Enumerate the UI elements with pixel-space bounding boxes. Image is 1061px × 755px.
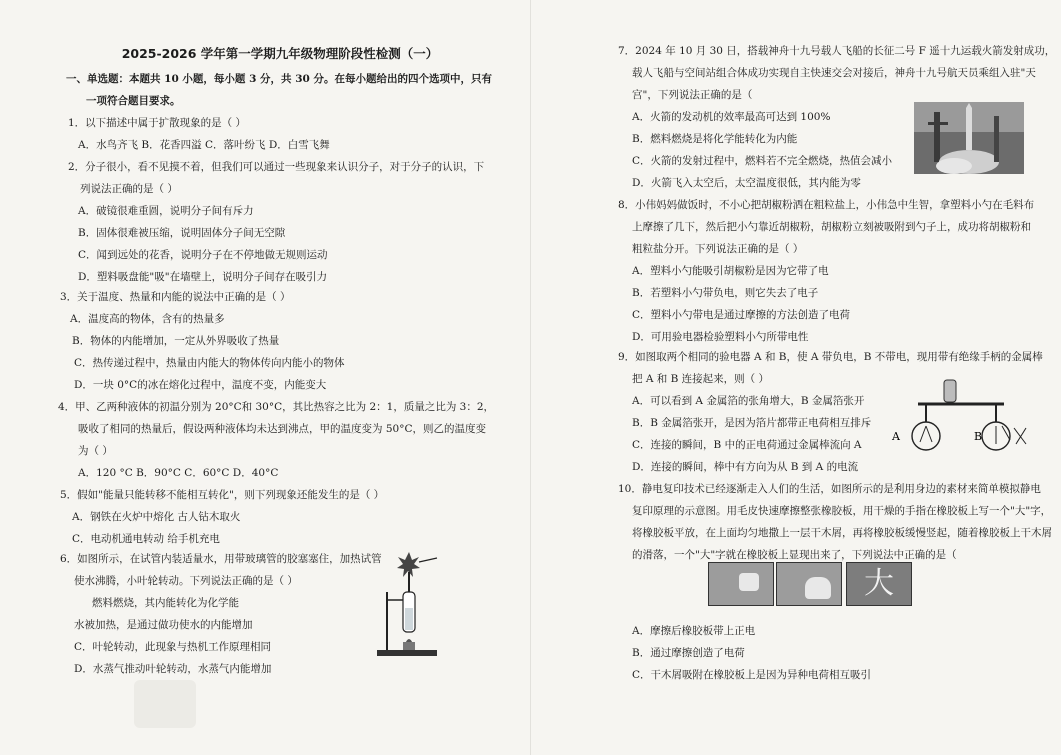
q6-option-a: 燃料燃烧，其内能转化为化学能 (92, 597, 239, 609)
q9-stem-cont: 把 A 和 B 连接起来，则（ ） (632, 373, 769, 385)
electroscope-a-label: A (892, 430, 900, 443)
q3-option-b: B．物体的内能增加，一定从外界吸收了热量 (72, 335, 280, 347)
rubber-panel-3 (846, 562, 912, 606)
q8-option-b: B．若塑料小勺带负电，则它失去了电子 (632, 287, 819, 299)
q8-stem: 8．小伟妈妈做饭时，不小心把胡椒粉洒在粗粒盐上，小伟急中生智，拿塑料小勺在毛料布 (618, 199, 1035, 211)
rocket-launch-photo (914, 102, 1024, 174)
q6-option-d: D．水蒸气推动叶轮转动，水蒸气内能增加 (74, 663, 272, 675)
q9-option-d: D．连接的瞬间，棒中有方向为从 B 到 A 的电流 (632, 461, 859, 473)
q7-option-b: B．燃料燃烧是将化学能转化为内能 (632, 133, 798, 145)
q10-option-b: B．通过摩擦创造了电荷 (632, 647, 745, 659)
q10-option-a: A．摩擦后橡胶板带上正电 (632, 625, 756, 637)
q8-stem-end: 粗粒盐分开。下列说法正确的是（ ） (632, 243, 804, 255)
test-tube-figure (375, 548, 445, 660)
q7-option-c: C．火箭的发射过程中，燃料若不完全燃烧，热值会减小 (632, 155, 893, 167)
q1-options: A．水鸟齐飞 B．花香四溢 C．落叶纷飞 D．白雪飞舞 (78, 139, 330, 151)
big-character: 大 (864, 566, 894, 601)
q10-stem-cont2: 将橡胶板平放，在上面均匀地撒上一层干木屑，再将橡胶板缓慢竖起，随着橡胶板上干木屑 (632, 527, 1052, 539)
rubber-panel-2 (776, 562, 842, 606)
section-header-cont: 一项符合题目要求。 (86, 95, 181, 107)
q7-option-a: A．火箭的发动机的效率最高可达到 100% (632, 111, 831, 123)
q6-option-b: 水被加热，是通过做功使水的内能增加 (74, 619, 253, 631)
q3-stem: 3．关于温度、热量和内能的说法中正确的是（ ） (60, 291, 291, 303)
rubber-panel-1 (708, 562, 774, 606)
electroscope-figure (886, 378, 1036, 456)
q9-option-c: C．连接的瞬间，B 中的正电荷通过金属棒流向 A (632, 439, 862, 451)
q10-stem-end: 的滑落，一个"大"字就在橡胶板上显现出来了，下列说法中正确的是（ (632, 549, 957, 561)
q7-stem-cont: 载人飞船与空间站组合体成功实现自主快速交会对接后，神舟十九号航天员乘组入驻"天 (632, 67, 1036, 79)
q2-option-d: D．塑料吸盘能"吸"在墙壁上，说明分子间存在吸引力 (78, 271, 328, 283)
q5-stem: 5．假如"能量只能转移不能相互转化"，则下列现象还能发生的是（ ） (60, 489, 385, 501)
section-header: 一、单选题：本题共 10 小题，每小题 3 分，共 30 分。在每小题给出的四个选项中，只有 (66, 73, 492, 85)
q3-option-a: A．温度高的物体，含有的热量多 (70, 313, 225, 325)
q4-stem-cont: 吸收了相同的热量后，假设两种液体均未达到沸点，甲的温度变为 50°C，则乙的温度变 (78, 423, 486, 435)
q2-option-b: B．固体很难被压缩，说明固体分子间无空隙 (78, 227, 286, 239)
q7-stem: 7．2024 年 10 月 30 日，搭载神舟十九号载人飞船的长征二号 F 遥十九运载火箭发射成功， (618, 45, 1056, 57)
q4-options: A．120 °C B．90°C C．60°C D．40°C (78, 467, 279, 479)
q10-stem-cont: 复印原理的示意图。用毛皮快速摩擦整张橡胶板，用干燥的手指在橡胶板上写一个"大"字， (632, 505, 1052, 517)
exam-title: 2025-2026 学年第一学期九年级物理阶段性检测（一） (121, 46, 439, 61)
q8-stem-cont: 上摩擦了几下，然后把小勺靠近胡椒粉，胡椒粉立刻被吸附到勺子上，成功将胡椒粉和 (632, 221, 1031, 233)
q5-options-cd: C．电动机通电转动 给手机充电 (72, 533, 220, 545)
q6-stem: 6．如图所示，在试管内装适量水，用带玻璃管的胶塞塞住，加热试管 (60, 553, 382, 565)
q10-option-c: C．干木屑吸附在橡胶板上是因为异种电荷相互吸引 (632, 669, 872, 681)
scan-smudge (134, 680, 196, 728)
q6-option-c: C．叶轮转动，此现象与热机工作原理相同 (74, 641, 272, 653)
q7-stem-end: 宫"，下列说法正确的是（ (632, 89, 753, 101)
q7-option-d: D．火箭飞入太空后，太空温度很低，其内能为零 (632, 177, 861, 189)
q3-option-c: C．热传递过程中，热量由内能大的物体传向内能小的物体 (74, 357, 345, 369)
q9-option-a: A．可以看到 A 金属箔的张角增大，B 金属箔张开 (632, 395, 865, 407)
q3-option-d: D．一块 0°C的冰在熔化过程中，温度不变，内能变大 (74, 379, 327, 391)
electroscope-b-label: B (974, 430, 983, 443)
q5-options-ab: A．钢铁在火炉中熔化 古人钻木取火 (72, 511, 241, 523)
q1-stem: 1．以下描述中属于扩散现象的是（ ） (68, 117, 247, 129)
q8-option-c: C．塑料小勺带电是通过摩擦的方法创造了电荷 (632, 309, 851, 321)
q2-stem: 2．分子很小，看不见摸不着，但我们可以通过一些现象来认识分子，对于分子的认识，下 (68, 161, 485, 173)
q8-option-a: A．塑料小勺能吸引胡椒粉是因为它带了电 (632, 265, 829, 277)
q8-option-d: D．可用验电器检验塑料小勺所带电性 (632, 331, 809, 343)
q2-stem-cont: 列说法正确的是（ ） (80, 183, 178, 195)
q4-stem: 4．甲、乙两种液体的初温分别为 20°C和 30°C，其比热容之比为 2：1，质量之比为 3：2， (58, 401, 495, 413)
q2-option-c: C．闻到远处的花香，说明分子在不停地做无规则运动 (78, 249, 328, 261)
q9-stem: 9．如图取两个相同的验电器 A 和 B，使 A 带负电，B 不带电，现用带有绝缘手柄的金属棒 (618, 351, 1043, 363)
q10-stem: 10．静电复印技术已经逐渐走入人们的生活，如图所示的是利用身边的素材来简单模拟静电 (618, 483, 1041, 495)
q2-option-a: A．破镜很难重圆，说明分子间有斥力 (78, 205, 254, 217)
page-fold (530, 0, 531, 755)
q4-stem-end: 为（ ） (78, 445, 113, 457)
q9-option-b: B．B 金属箔张开，是因为箔片都带正电荷相互排斥 (632, 417, 872, 429)
q6-stem-cont: 使水沸腾，小叶轮转动。下列说法正确的是（ ） (74, 575, 298, 587)
